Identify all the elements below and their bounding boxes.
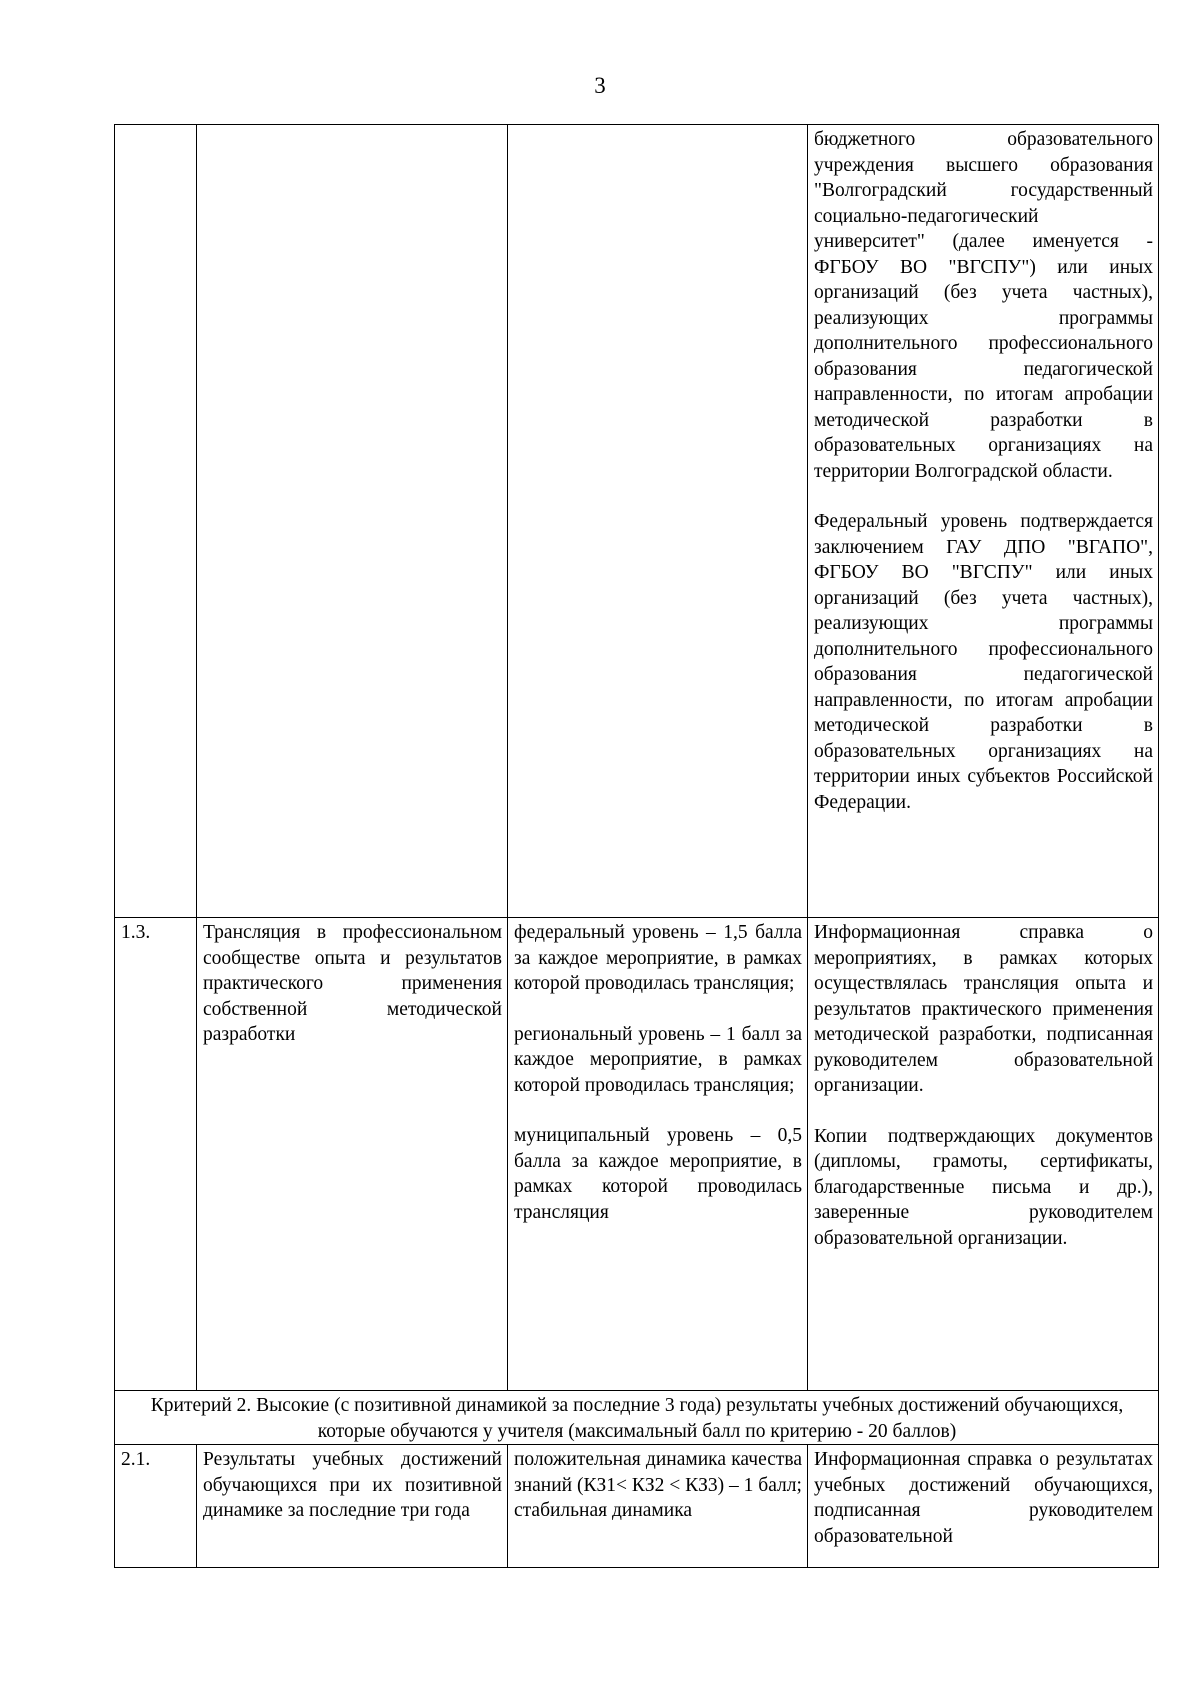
indicator-text: Результаты учебных достижений обучающихся при их позитивной динамике за последние три года: [203, 1449, 502, 1521]
page-number: 3: [594, 73, 606, 98]
scoring-municipal: муниципальный уровень – 0,5 балла за каждое мероприятие, в рамках которой проводилась трансляция: [514, 1125, 802, 1223]
scoring-cell: [508, 125, 808, 918]
criteria-table: [114, 124, 1159, 1568]
documents-paragraph: Копии подтверждающих документов (дипломы, грамоты, сертификаты, благодарственные письма и др.), заверенные руководителем образовательной организации.: [814, 1125, 1153, 1249]
criterion-2-heading: Критерий 2. Высокие (с позитивной динамикой за последние 3 года) результаты учебных достижений обучающихся, которые обучаются у учителя (максимальный балл по критерию - 20 баллов): [115, 1391, 1159, 1445]
documents-paragraph: Федеральный уровень подтверждается заключением ГАУ ДПО "ВГАПО", ФГБОУ ВО "ВГСПУ" или иных организаций (без учета частных), реализующих программы дополнительного профессионального образования педагогической направленности, по итогам апробации методической разработки в образовательных организациях на территории иных субъектов Российской Федерации.: [814, 511, 1153, 813]
indicator-text: Трансляция в профессиональном сообществе опыта и результатов практического применения собственной методической разработки: [203, 922, 502, 1045]
documents-cell: [808, 125, 1159, 918]
row-number: 2.1.: [115, 1445, 197, 1568]
scoring-regional: региональный уровень – 1 балл за каждое мероприятие, в рамках которой проводилась трансляция;: [514, 1023, 802, 1096]
scoring-federal: федеральный уровень – 1,5 балла за каждое мероприятие, в рамках которой проводилась трансляция;: [514, 922, 802, 994]
scoring-positive: положительная динамика качества знаний (КЗ1< КЗ2 < КЗ3) – 1 балл;: [514, 1449, 802, 1496]
documents-text: Информационная справка о результатах учебных достижений обучающихся, подписанная руководителем образовательной: [814, 1449, 1153, 1547]
table-row-2-1: [115, 1445, 1159, 1568]
indicator-cell: [197, 125, 508, 918]
table-row-continuation: [115, 125, 1159, 918]
scoring-cell: [508, 1445, 808, 1568]
documents-paragraph: бюджетного образовательного учреждения высшего образования "Волгоградский государственный социально-педагогический университет" (далее именуется - ФГБОУ ВО "ВГСПУ") или иных организаций (без учета частных), реализующих программы дополнительного профессионального образования педагогической направленности, по итогам апробации методической разработки в образовательных организациях на территории Волгоградской области.: [814, 129, 1153, 482]
number-cell: [115, 125, 197, 918]
row-number: 1.3.: [115, 918, 197, 1391]
indicator-cell: [197, 918, 508, 1391]
documents-cell: [808, 918, 1159, 1391]
indicator-cell: [197, 1445, 508, 1568]
documents-cell: [808, 1445, 1159, 1568]
scoring-stable: стабильная динамика: [514, 1500, 693, 1521]
documents-paragraph: Информационная справка о мероприятиях, в рамках которых осуществлялась трансляция опыта и результатов практического применения методической разработки, подписанная руководителем образовательной организации.: [814, 922, 1153, 1096]
scoring-cell: [508, 918, 808, 1391]
criterion-header-row: [115, 1391, 1159, 1445]
table-row-1-3: [115, 918, 1159, 1391]
